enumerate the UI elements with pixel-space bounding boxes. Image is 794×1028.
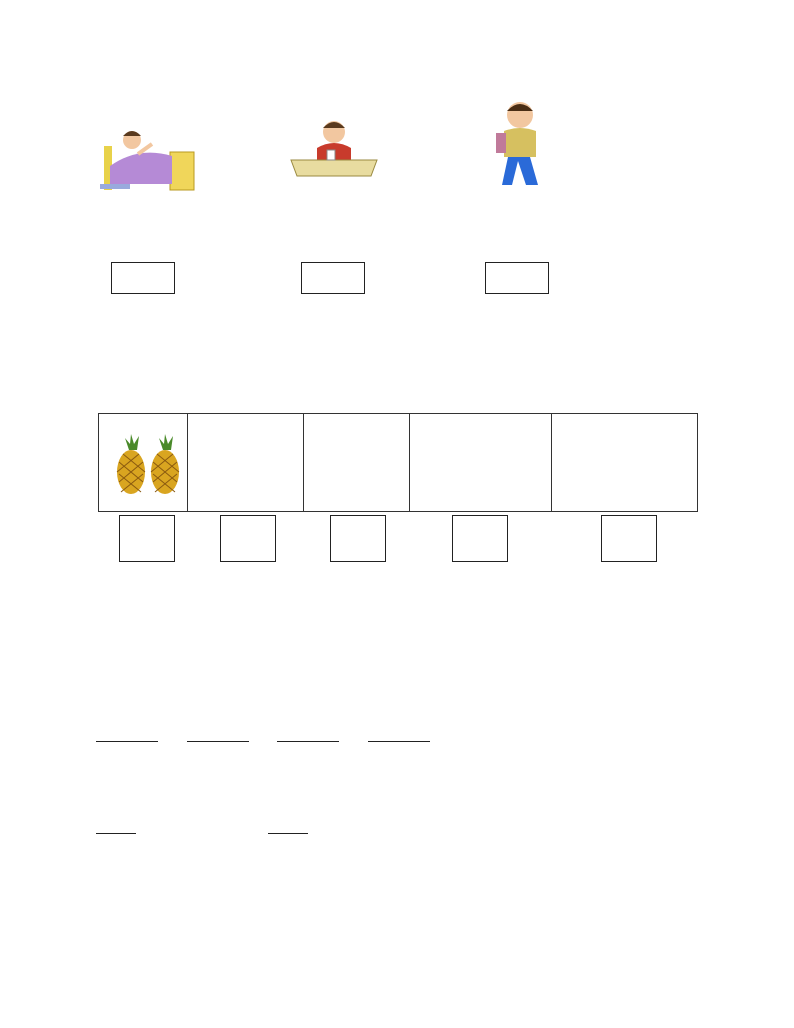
pineapple-icon xyxy=(117,434,145,494)
clock-q4-2 xyxy=(183,641,253,711)
answer-line-3[interactable] xyxy=(277,741,339,742)
blank-2[interactable] xyxy=(268,821,308,834)
answer-line-4[interactable] xyxy=(368,741,430,742)
clock-breakfast xyxy=(304,186,368,250)
picture-cell-pineapples xyxy=(98,413,188,512)
answer-box-pineapples[interactable] xyxy=(119,515,175,562)
question-5-item-1 xyxy=(96,821,136,840)
answer-box-tomatoes[interactable] xyxy=(452,515,508,562)
clock-q4-4 xyxy=(361,641,431,711)
clock-q4-1 xyxy=(94,641,164,711)
picture-cell-flowers xyxy=(187,413,304,512)
boy-walking-illustration xyxy=(492,99,550,193)
question-5-item-2 xyxy=(268,821,308,840)
picture-cell-cows xyxy=(551,413,698,512)
picture-cell-tomatoes xyxy=(409,413,552,512)
answer-line-1[interactable] xyxy=(96,741,158,742)
clock-leave-home xyxy=(486,192,550,256)
picture-cell-ducks xyxy=(303,413,410,512)
clock-q4-3 xyxy=(272,641,342,711)
answer-box-flowers[interactable] xyxy=(220,515,276,562)
elapsed-label-1 xyxy=(180,276,210,294)
pineapple-icon xyxy=(151,434,179,494)
time-box-3[interactable] xyxy=(485,262,549,294)
blank-1[interactable] xyxy=(96,821,136,834)
boy-in-bed-illustration xyxy=(98,126,198,192)
answer-box-ducks[interactable] xyxy=(330,515,386,562)
answer-box-cows[interactable] xyxy=(601,515,657,562)
time-box-1[interactable] xyxy=(111,262,175,294)
answer-line-2[interactable] xyxy=(187,741,249,742)
boy-eating-illustration xyxy=(287,116,381,184)
clock-wake-up xyxy=(114,188,178,252)
time-box-2[interactable] xyxy=(301,262,365,294)
